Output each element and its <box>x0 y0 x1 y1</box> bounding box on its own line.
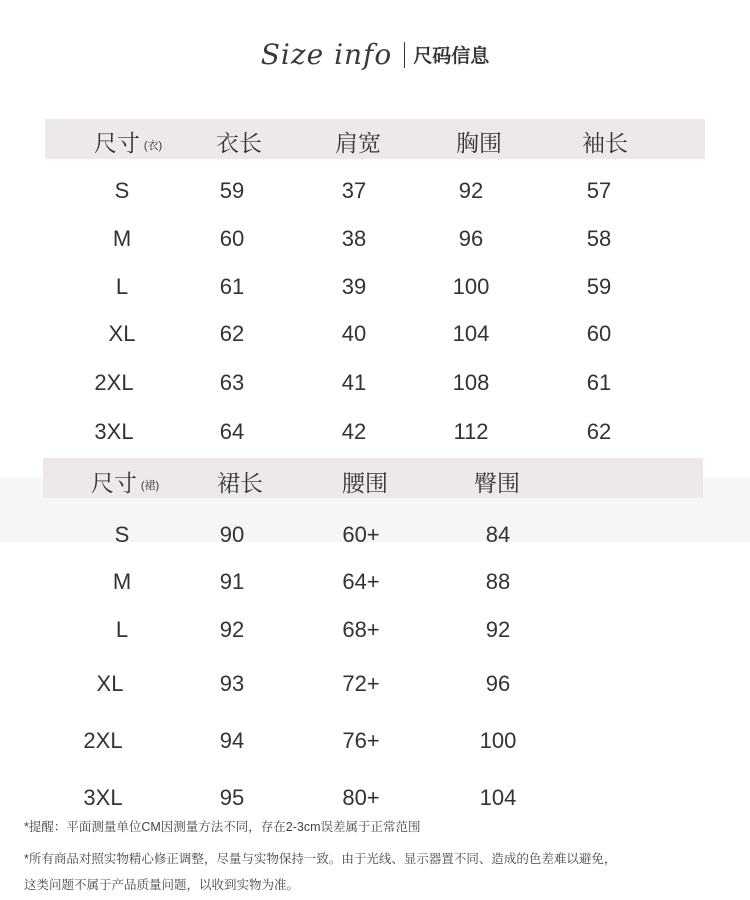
bottom_table-header-3: 臀围 <box>474 470 520 496</box>
bottom_table-cell-r5-c0: 3XL <box>83 785 123 810</box>
bottom_table-header-0: 尺寸 (裙) <box>90 470 160 496</box>
bottom_table-cell-r5-c2: 80+ <box>342 785 380 810</box>
top_table-cell-r3-c3: 104 <box>452 321 490 346</box>
bottom_table-cell-r2-c0: L <box>115 617 129 642</box>
top_table-size-suffix: (衣) <box>143 139 163 152</box>
top_table-cell-r5-c4: 62 <box>586 419 612 444</box>
bottom_table-cell-r3-c3: 96 <box>485 671 511 696</box>
bottom_table-header-2: 腰围 <box>342 470 388 496</box>
bottom_table-cell-r1-c0: M <box>112 569 132 594</box>
top_table-cell-r0-c1: 59 <box>219 178 245 203</box>
note-reminder: *提醒：平面测量单位CM因测量方法不同，存在2-3cm误差属于正常范围 <box>24 820 421 834</box>
top_table-cell-r3-c0: XL <box>108 321 136 346</box>
top_table-cell-r0-c2: 37 <box>341 178 367 203</box>
bottom_table-cell-r5-c3: 104 <box>479 785 517 810</box>
top_table-cell-r4-c1: 63 <box>219 370 245 395</box>
top_table-cell-r1-c1: 60 <box>219 226 245 251</box>
top_table-header-3: 胸围 <box>456 130 502 156</box>
top_table-cell-r4-c4: 61 <box>586 370 612 395</box>
top_table-cell-r1-c0: M <box>112 226 132 251</box>
top_table-cell-r1-c4: 58 <box>586 226 612 251</box>
bottom_table-cell-r2-c2: 68+ <box>342 617 380 642</box>
top_table-cell-r5-c3: 112 <box>453 419 489 444</box>
bottom_table-header-1: 裙长 <box>217 470 263 496</box>
bottom_table-cell-r0-c0: S <box>114 522 130 547</box>
top_table-cell-r4-c3: 108 <box>452 370 490 395</box>
top_table-header-4: 袖长 <box>582 130 628 156</box>
top_table-header-1: 衣长 <box>216 130 262 156</box>
bottom_table-cell-r2-c1: 92 <box>219 617 245 642</box>
top_table-cell-r2-c2: 39 <box>341 274 367 299</box>
top_table-cell-r5-c2: 42 <box>341 419 367 444</box>
bottom_table-cell-r0-c3: 84 <box>485 522 511 547</box>
bottom_table-cell-r3-c2: 72+ <box>342 671 380 696</box>
top_table-cell-r1-c2: 38 <box>341 226 367 251</box>
top_table-cell-r0-c3: 92 <box>458 178 484 203</box>
top_table-cell-r3-c1: 62 <box>219 321 245 346</box>
top_table-cell-r5-c0: 3XL <box>94 419 134 444</box>
top_table-cell-r3-c4: 60 <box>586 321 612 346</box>
bottom_table-cell-r4-c2: 76+ <box>342 728 380 753</box>
title-divider <box>404 42 405 68</box>
top_table-cell-r5-c1: 64 <box>219 419 245 444</box>
bottom_table-size-suffix: (裙) <box>140 479 160 492</box>
page-title <box>0 38 750 71</box>
top_table-cell-r4-c0: 2XL <box>94 370 134 395</box>
bottom_table-cell-r2-c3: 92 <box>485 617 511 642</box>
top_table-header-2: 肩宽 <box>335 130 381 156</box>
bottom_table-cell-r1-c3: 88 <box>485 569 511 594</box>
bottom_table-cell-r3-c1: 93 <box>219 671 245 696</box>
bottom_table-cell-r0-c2: 60+ <box>342 522 380 547</box>
top_table-cell-r2-c1: 61 <box>219 274 245 299</box>
top_table-cell-r0-c4: 57 <box>586 178 612 203</box>
note-color-disclaimer-2: 这类问题不属于产品质量问题，以收到实物为准。 <box>24 878 300 892</box>
bottom_table-cell-r4-c3: 100 <box>479 728 517 753</box>
title-script: Size info <box>260 38 393 71</box>
top_table-cell-r2-c3: 100 <box>452 274 490 299</box>
top_table-cell-r1-c3: 96 <box>458 226 484 251</box>
bottom_table-cell-r3-c0: XL <box>96 671 124 696</box>
top_table-cell-r2-c4: 59 <box>586 274 612 299</box>
bottom_table-cell-r1-c1: 91 <box>219 569 245 594</box>
bottom_table-cell-r1-c2: 64+ <box>342 569 380 594</box>
bottom_table-cell-r4-c0: 2XL <box>83 728 123 753</box>
bottom_table-cell-r5-c1: 95 <box>219 785 245 810</box>
bottom_table-cell-r4-c1: 94 <box>219 728 245 753</box>
top_table-cell-r3-c2: 40 <box>341 321 367 346</box>
top_table-cell-r2-c0: L <box>115 274 129 299</box>
bottom_table-cell-r0-c1: 90 <box>219 522 245 547</box>
title-chinese: 尺码信息 <box>413 46 490 67</box>
top_table-cell-r4-c2: 41 <box>341 370 367 395</box>
top_table-cell-r0-c0: S <box>114 178 130 203</box>
note-color-disclaimer-1: *所有商品对照实物精心修正调整，尽量与实物保持一致。由于光线、显示器置不同、造成的色差难以避免， <box>24 852 617 866</box>
top_table-header-0: 尺寸 (衣) <box>93 130 163 156</box>
